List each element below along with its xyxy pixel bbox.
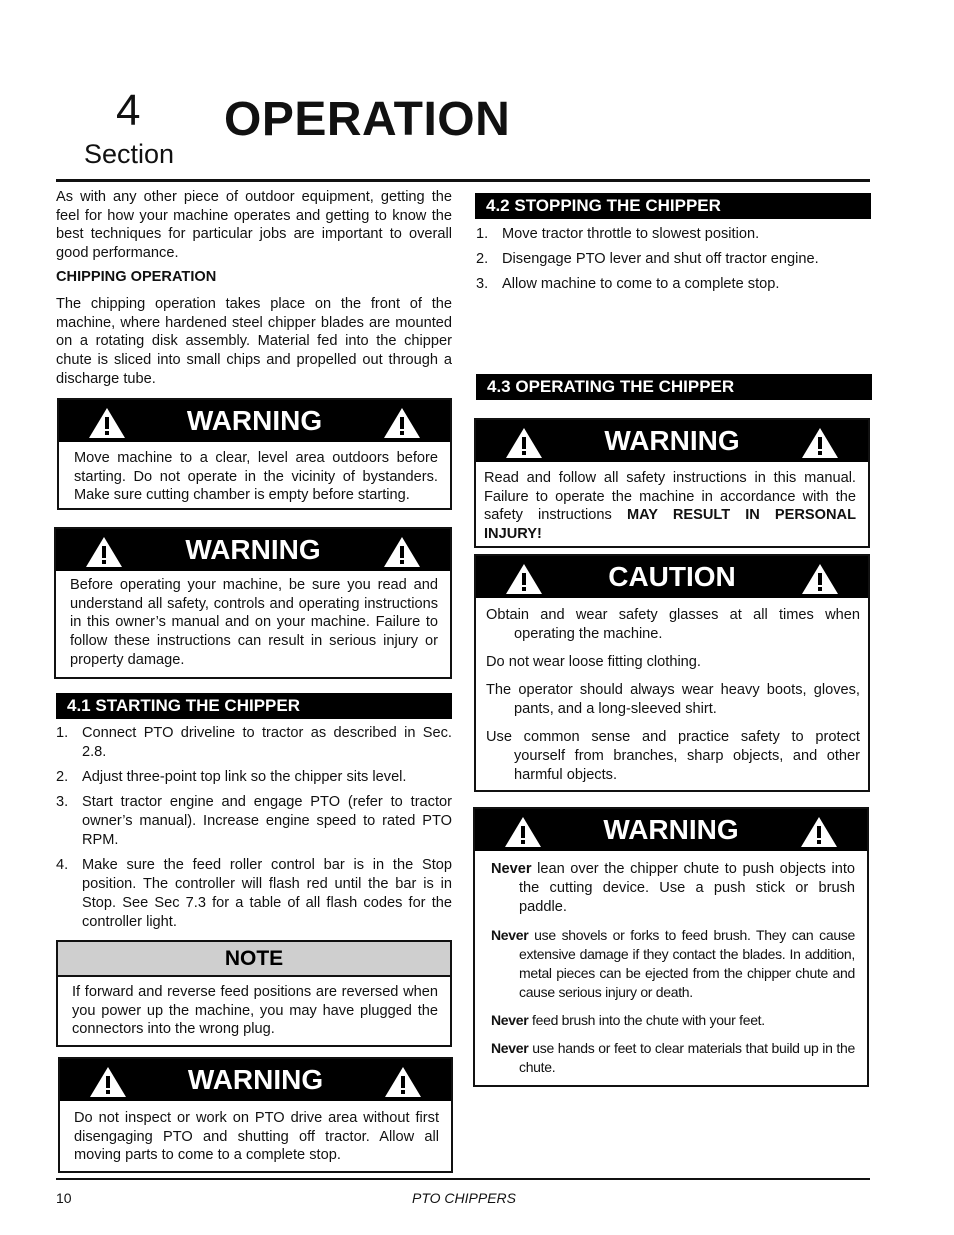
warning-triangle-icon: [800, 562, 840, 596]
intro-paragraph: As with any other piece of outdoor equipment, getting the feel for how your machine operates and getting to know the best techniques for particular jobs are important to overall good performance.: [56, 189, 452, 262]
step-number: 4.: [56, 857, 69, 873]
list-item: [56, 724, 452, 762]
chipping-heading: CHIPPING OPERATION: [56, 269, 217, 285]
warning-item: [491, 926, 855, 1002]
warning-box-5: [473, 807, 869, 1087]
footer-divider: [56, 1178, 870, 1180]
warning-item-emphasis: Never: [491, 861, 532, 877]
warning-triangle-icon: [800, 426, 840, 460]
warning-item-text: use shovels or forks to feed brush. They can cause extensive damage if they contact the blades. In addition, metal pieces can be ejected from the chipper chute and cause serious injury or death.: [519, 927, 855, 1000]
list-item: [56, 768, 452, 787]
warning-box-2: [54, 527, 452, 679]
warning-header: [475, 809, 867, 851]
warning-item-emphasis: Never: [491, 927, 529, 943]
caution-body: [476, 598, 868, 791]
list-item: [56, 793, 452, 850]
warning-title: WARNING: [185, 534, 321, 565]
list-item: [476, 225, 872, 244]
warning-item-emphasis: Never: [491, 1012, 529, 1028]
caution-box: [474, 554, 870, 792]
warning-title: WARNING: [187, 1064, 324, 1095]
section-4-1-heading: 4.1 STARTING THE CHIPPER: [56, 693, 452, 719]
step-number: 2.: [476, 251, 489, 267]
step-text: Connect PTO driveline to tractor as described in Sec. 2.8.: [82, 725, 452, 760]
caution-item: Use common sense and practice safety to protect yourself from branches, sharp objects, and other harmful objects.: [486, 729, 860, 783]
title-divider: [56, 179, 870, 182]
step-number: 3.: [56, 794, 69, 810]
section-label: Section: [84, 139, 175, 169]
warning-box-3: [58, 1057, 453, 1173]
section-4-3-heading: 4.3 OPERATING THE CHIPPER: [476, 374, 872, 400]
caution-title: CAUTION: [608, 561, 736, 592]
warning-header: [56, 529, 450, 571]
page-number: 10: [56, 1190, 72, 1206]
step-text: Allow machine to come to a complete stop.: [502, 276, 780, 292]
warning-header: [59, 400, 450, 442]
step-text: Make sure the feed roller control bar is in the Stop position. The controller will flash red until the bar is in Stop. See Sec 7.3 for a table of all flash codes for the controller light.: [82, 857, 452, 930]
warning-title: WARNING: [604, 425, 740, 456]
warning-body: [476, 462, 868, 550]
caution-item: Obtain and wear safety glasses at all times when operating the machine.: [486, 607, 860, 642]
caution-item: The operator should always wear heavy boots, gloves, pants, and a long-sleeved shirt.: [486, 682, 860, 717]
note-box: [56, 940, 452, 1047]
warning-box-1: [57, 398, 452, 510]
warning-body: Do not inspect or work on PTO drive area without first disengaging PTO and shutting off tractor. Allow all moving parts to come to a complete stop.: [74, 1110, 439, 1164]
warning-header: [60, 1059, 451, 1101]
list-item: [476, 250, 872, 269]
warning-triangle-icon: [383, 1065, 423, 1099]
step-text: Move tractor throttle to slowest position.: [502, 226, 760, 242]
caution-header: [476, 556, 868, 598]
warning-header: [476, 420, 868, 462]
warning-triangle-icon: [382, 406, 422, 440]
section-number: 4: [116, 86, 141, 135]
warning-title: WARNING: [186, 405, 323, 436]
note-title: NOTE: [224, 947, 284, 970]
warning-item-text: feed brush into the chute with your feet.: [528, 1012, 765, 1028]
warning-body: Move machine to a clear, level area outdoors before starting. Do not operate in the vicinity of bystanders. Make sure cutting chamber is empty before starting.: [74, 450, 438, 504]
caution-item: Do not wear loose fitting clothing.: [486, 654, 701, 670]
stopping-steps-list: [476, 225, 872, 300]
step-number: 1.: [476, 226, 489, 242]
list-item: [476, 275, 872, 294]
step-text: Disengage PTO lever and shut off tractor engine.: [502, 251, 819, 267]
chipping-paragraph: The chipping operation takes place on the front of the machine, where hardened steel chipper blades are mounted on a rotating disk assembly. Material fed into the chipper chute is sliced into small chips and propelled out through a discharge tube.: [56, 296, 452, 387]
step-text: Start tractor engine and engage PTO (refer to tractor owner’s manual). Increase engine speed to rated PTO RPM.: [82, 794, 452, 848]
warning-item-text: lean over the chipper chute to push objects into the cutting device. Use a push stick or brush paddle.: [519, 861, 855, 915]
warning-triangle-icon: [799, 815, 839, 849]
warning-body: [475, 851, 867, 1083]
warning-item: [491, 1011, 855, 1030]
warning-body: Before operating your machine, be sure you read and understand all safety, controls and operating instructions in this owner’s manual and on your machine. Failure to follow these instructions can result in serious injury or property damage.: [70, 577, 438, 668]
section-4-2-heading: 4.2 STOPPING THE CHIPPER: [475, 193, 871, 219]
warning-item-text: use hands or feet to clear materials that build up in the chute.: [519, 1040, 855, 1075]
step-number: 3.: [476, 276, 489, 292]
step-number: 2.: [56, 769, 69, 785]
warning-body-emphasis: MAY RESULT IN PERSONAL INJURY!: [484, 507, 857, 543]
list-item: [56, 856, 452, 932]
step-text: Adjust three-point top link so the chipper sits level.: [82, 769, 407, 785]
note-header: [58, 942, 450, 977]
warning-triangle-icon: [382, 535, 422, 569]
starting-steps-list: [56, 724, 452, 938]
warning-item: [491, 1039, 855, 1077]
warning-body-text: Read and follow all safety instructions in this manual. Failure to operate the machine in accordance with the safety instructions: [484, 470, 856, 524]
warning-title: WARNING: [603, 814, 739, 845]
warning-item: [491, 860, 855, 917]
warning-box-4: [474, 418, 870, 548]
step-number: 1.: [56, 725, 69, 741]
warning-item-emphasis: Never: [491, 1040, 529, 1056]
page-title: OPERATION: [224, 93, 511, 146]
footer-document-title: PTO CHIPPERS: [412, 1190, 516, 1206]
note-body: If forward and reverse feed positions are reversed when you power up the machine, you may have plugged the connectors into the wrong plug.: [72, 984, 438, 1038]
